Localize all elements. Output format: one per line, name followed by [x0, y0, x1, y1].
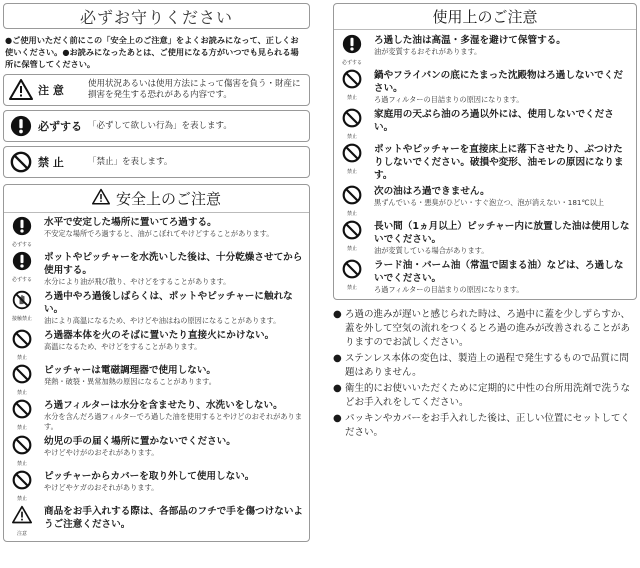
item-mark	[338, 143, 366, 175]
icon-caption: 禁止	[16, 390, 27, 396]
prohibit-icon	[12, 329, 32, 353]
usage-section-header	[334, 4, 636, 30]
item-mark	[338, 220, 366, 252]
page-title: 必ずお守りください	[3, 3, 310, 29]
item-mark	[338, 185, 366, 217]
list-item	[338, 108, 632, 140]
prohibit-icon	[8, 149, 34, 175]
prohibit-icon	[342, 143, 362, 167]
item-body	[366, 143, 632, 182]
icon-caption: 必ずする	[341, 60, 362, 66]
item-body	[36, 399, 305, 432]
item-main-text: ピッチャーからカバーを取り外して使用しない。	[44, 471, 255, 482]
item-body	[36, 216, 305, 239]
note-text: パッキンやカバーをお手入れした後は、正しい位置にセットしてください。	[345, 413, 630, 438]
item-sub-text: 油が変質している場合があります。	[374, 246, 489, 255]
usage-list	[338, 34, 632, 295]
item-body	[36, 329, 305, 352]
note-text: ろ過の進みが遅いと感じられた時は、ろ過中に蓋を少しずらすか、蓋を外して空気の流れをつくるとろ過の進みが改善されることがありますのでお試しください。	[345, 309, 631, 348]
list-item	[8, 329, 305, 361]
must-icon	[12, 251, 32, 275]
item-sub-text: 黒ずんでいる・悪臭がひどい・すぐ泡立つ、泡が消えない・181℃以上	[374, 198, 604, 207]
item-body	[366, 34, 632, 57]
item-main-text: ろ過した油は高温・多湿を避けて保管する。	[374, 35, 566, 46]
prohibit-icon	[342, 69, 362, 93]
list-item	[8, 290, 305, 326]
list-item	[8, 364, 305, 396]
item-sub-text: 水分により油が飛び散り、やけどをすることがあります。	[44, 277, 231, 286]
bullet-icon: ●	[333, 353, 342, 364]
item-main-text: 商品をお手入れする際は、各部品のフチで手を傷つけないようご注意ください。	[44, 506, 304, 530]
safety-list	[8, 216, 305, 537]
icon-caption: 必ずする	[11, 277, 32, 283]
prohibit-icon	[342, 108, 362, 132]
item-mark	[8, 364, 36, 396]
legend-must	[3, 110, 310, 142]
item-sub-text: 油が変質するおそれがあります。	[374, 47, 482, 56]
item-main-text: 鍋やフライパンの底にたまった沈殿物はろ過しないでください。	[374, 70, 623, 94]
icon-caption: 接触禁止	[11, 316, 32, 322]
prohibit-icon	[12, 399, 32, 423]
item-body	[366, 108, 632, 134]
note-text: 衛生的にお使いいただくために定期的に中性の台所用洗剤で洗うなどお手入れをしてください。	[345, 383, 631, 408]
item-mark	[8, 435, 36, 467]
item-main-text: 長い間（1ヵ月以上）ピッチャー内に放置した油は使用しないでください。	[374, 221, 630, 245]
item-main-text: ポットやピッチャーを水洗いした後は、十分乾燥させてから使用する。	[44, 252, 303, 276]
list-item	[8, 505, 305, 537]
item-main-text: 家庭用の天ぷら油のろ過以外には、使用しないでください。	[374, 109, 614, 133]
icon-caption: 禁止	[346, 285, 357, 291]
item-mark	[8, 399, 36, 431]
caution-icon	[8, 77, 34, 103]
list-item	[338, 185, 632, 217]
usage-section	[333, 3, 637, 300]
item-sub-text: 発熱・破裂・異常加熱の原因になることがあります。	[44, 377, 216, 386]
icon-caption: 必ずする	[11, 242, 32, 248]
legend-caution	[3, 74, 310, 106]
icon-caption: 禁止	[346, 211, 357, 217]
item-body	[36, 251, 305, 287]
prohibit-icon	[12, 435, 32, 459]
item-mark	[8, 329, 36, 361]
item-main-text: 水平で安定した場所に置いてろ過する。	[44, 217, 217, 228]
item-main-text: ポットやピッチャーを直接床上に落下させたり、ぶつけたりしないでください。破損や変形、油モレの原因になります。	[374, 144, 624, 181]
prohibit-icon	[12, 470, 32, 494]
item-mark	[8, 470, 36, 502]
item-main-text: ろ過フィルターは水分を含ませたり、水洗いをしない。	[44, 400, 283, 411]
legend-desc: 使用状況あるいは使用方法によって傷害を負う・財産に損害を発生する恐れがある内容です。	[88, 79, 301, 100]
item-body	[36, 290, 305, 326]
item-main-text: 次の油はろ過できません。	[374, 186, 490, 197]
item-mark	[8, 290, 36, 322]
legend-label: 注 意	[38, 84, 64, 97]
note-text: ステンレス本体の変色は、製造上の過程で発生するもので品質に問題はありません。	[345, 353, 629, 378]
no-touch-icon	[12, 290, 32, 314]
must-icon	[12, 216, 32, 240]
item-sub-text: 高温になるため、やけどをすることがあります。	[44, 342, 202, 351]
icon-caption: 禁止	[346, 134, 357, 140]
icon-caption: 禁止	[346, 169, 357, 175]
bullet-icon: ●	[333, 413, 342, 424]
prohibit-icon	[342, 220, 362, 244]
icon-caption: 禁止	[346, 246, 357, 252]
prohibit-icon	[342, 259, 362, 283]
item-mark	[8, 505, 36, 537]
prohibit-icon	[342, 185, 362, 209]
left-column	[3, 3, 310, 542]
item-main-text: ろ過器本体を火のそばに置いたり直接火にかけない。	[44, 330, 275, 341]
note-item	[333, 382, 637, 410]
item-main-text: ピッチャーは電磁調理器で使用しない。	[44, 365, 217, 376]
item-body	[36, 435, 305, 458]
legend-label: 禁 止	[38, 156, 64, 169]
item-mark	[8, 251, 36, 283]
item-sub-text: やけどやけがのおそれがあります。	[44, 448, 159, 457]
must-icon	[342, 34, 362, 58]
item-main-text: 幼児の手の届く場所に置かないでください。	[44, 436, 236, 447]
list-item	[8, 399, 305, 432]
section-title: 使用上のご注意	[432, 8, 538, 26]
bullet-icon: ●	[333, 309, 342, 320]
legend-desc: 「禁止」を表します。	[88, 156, 173, 167]
item-mark	[338, 108, 366, 140]
item-body	[366, 69, 632, 105]
note-item	[333, 412, 637, 440]
list-item	[8, 216, 305, 248]
list-item	[338, 259, 632, 295]
icon-caption: 禁止	[16, 425, 27, 431]
item-sub-text: やけどやケガのおそれがあります。	[44, 483, 159, 492]
list-item	[8, 251, 305, 287]
safety-section	[3, 184, 310, 542]
bullet-icon: ●	[333, 383, 342, 394]
note-item	[333, 308, 637, 350]
caution-icon	[12, 505, 32, 529]
intro-text: ●ご使用いただく前にこの「安全上のご注意」をよくお読みになって、正しくお使いください。●お読みになったあとは、ご使用になる方がいつでも見られる場所に保管してください。	[5, 35, 299, 69]
item-sub-text: ろ過フィルターの目詰まりの原因になります。	[374, 285, 524, 294]
safety-section-header	[4, 185, 309, 213]
list-item	[8, 470, 305, 502]
item-body	[36, 505, 305, 531]
list-item	[338, 143, 632, 182]
item-mark	[338, 259, 366, 291]
item-main-text: ろ過中やろ過後しばらくは、ポットやピッチャーに触れない。	[44, 291, 293, 315]
list-item	[338, 34, 632, 66]
list-item	[8, 435, 305, 467]
item-mark	[338, 34, 366, 66]
item-mark	[338, 69, 366, 101]
item-mark	[8, 216, 36, 248]
item-sub-text: 不安定な場所でろ過すると、油がこぼれてやけどすることがあります。	[44, 229, 274, 238]
note-item	[333, 352, 637, 380]
item-body	[366, 220, 632, 256]
legend-label: 必ずする	[38, 120, 82, 133]
icon-caption: 禁止	[346, 95, 357, 101]
item-main-text: ラード油・パーム油（常温で固まる油）などは、ろ過しないでください。	[374, 260, 624, 284]
list-item	[338, 220, 632, 256]
legend-prohibit	[3, 146, 310, 178]
right-column	[333, 3, 637, 442]
list-item	[338, 69, 632, 105]
item-sub-text: 水分を含んだろ過フィルターでろ過した油を使用するとやけどのおそれがあります。	[44, 412, 302, 431]
item-body	[36, 364, 305, 387]
section-title: 安全上のご注意	[115, 190, 221, 208]
must-icon	[8, 113, 34, 139]
icon-caption: 禁止	[16, 496, 27, 502]
icon-caption: 注意	[16, 531, 27, 537]
item-sub-text: 油により高温になるため、やけどや油はねの原因になることがあります。	[44, 316, 281, 325]
caution-icon	[92, 188, 110, 210]
item-body	[366, 259, 632, 295]
prohibit-icon	[12, 364, 32, 388]
icon-caption: 禁止	[16, 355, 27, 361]
item-body	[366, 185, 632, 208]
item-sub-text: ろ過フィルターの目詰まりの原因になります。	[374, 95, 524, 104]
notes-list	[333, 308, 637, 440]
legend-desc: 「必ずして欲しい行為」を表します。	[88, 120, 232, 131]
icon-caption: 禁止	[16, 461, 27, 467]
item-body	[36, 470, 305, 493]
